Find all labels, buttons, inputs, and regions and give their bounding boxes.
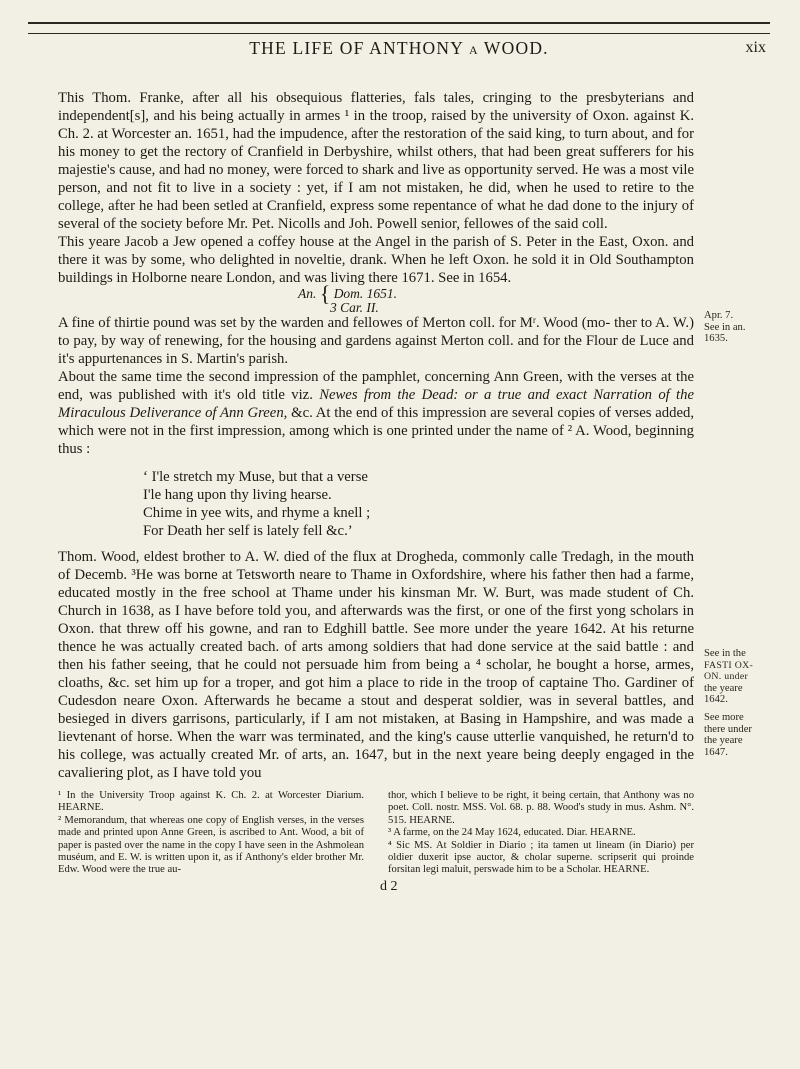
paragraph-coffey-house: This yeare Jacob a Jew opened a coffey house at the Angel in the parish of S. Peter in the East, Oxon. and there it was by some, who delighted in noveltie, drank. When he left Oxon. he sold it in Old Southampton buildings in Holborne neare London, and was living there 1671. See in 1654. <box>58 233 695 286</box>
paragraph-fine: A fine of thirtie pound was set by the warden and fellowes of Merton coll. for Mʳ. Wood (mo- ther to A. W.) to pay, by way of renewing, for the housing and gardens against Merton coll. and for the Flour de Luce and it's appurtenances in S. Martin's parish. <box>58 315 694 368</box>
pamphlet-title: Newes from the Dead: or a true and exact Narration of the Miraculous Deliverance of Ann Green, <box>58 387 695 422</box>
running-title: THE LIFE OF ANTHONY A WOOD. <box>249 38 549 58</box>
header-rule-top <box>28 22 770 24</box>
footnotes-right-column <box>388 790 694 877</box>
paragraph-ann-green: About the same time the second impression of the pamphlet, concerning Ann Green, with the verses at the end, was published with it's old title viz. Newes from the Dead: or a true and exact Narration of the Miraculous Deliverance of Ann Green, &c. At the end of this impression are several copies of verses added, which were not in the first impression, among which is one printed under the name of ² A. Wood, beginning thus : <box>58 369 695 458</box>
footnote-2: ² Memorandum, that whereas one copy of English verses, in the verses made and printed upon Anne Green, is ascribed to Ant. Wood, a bit of paper is pasted over the name in the copy I have seen in the Ashmolean muséum, and E. W. is written upon it, as if Anthony's elder brother Mr. Edw. Wood were the true au- <box>58 814 364 876</box>
page-number: xix <box>745 39 766 56</box>
footnote-3: ³ A farme, on the 24 May 1624, educated. Diar. HEARNE. <box>388 827 636 839</box>
verse-quotation: ‘ I'le stretch my Muse, but that a verse I'le hang upon thy living hearse. Chime in yee wits, and rhyme a knell ; For Death her self is lately fell &c.’ <box>143 469 371 540</box>
footnote-4: ⁴ Sic MS. At Soldier in Diario ; ita tamen ut lineam (in Diario) per oldier duxerit ipse auctor, & cholar superne. scripserit qui proinde forsitan legi maluit, perswade him to be a Scholar. HEARNE. <box>388 839 694 876</box>
year-date-mark: An. { Dom. 1651. 3 Car. II. <box>298 281 398 316</box>
running-head <box>30 38 768 60</box>
margin-note-see-more: See more there under the yeare 1647. <box>704 712 752 758</box>
margin-note-fasti: See in the FASTI OX- ON. under the yeare 1642. <box>704 648 754 706</box>
footnote-2-cont: thor, which I believe to be right, it being certain, that Anthony was no poet. Coll. nostr. MSS. Vol. 68. p. 88. Wood's study in mus. Ashm. N°. 515. HEARNE. <box>388 790 694 826</box>
footnotes-left-column <box>58 790 364 877</box>
paragraph-thomas-wood: Thom. Wood, eldest brother to A. W. died of the flux at Drogheda, commonly calle Tredagh, in the mouth of Decemb. ³He was borne at Tetsworth neare to Thame in Oxfordshire, where his father then had a farme, educated mostly in the free school at Thame under his kinsman Mr. W. Burt, was made student of Ch. Church in 1638, as I have before told you, and afterwards was the first, or one of the first yong scholars in Oxon. that threw off his gowne, and ran to Edghill battle. See more under the yeare 1642. At his returne thence he was actually created bach. of arts among soldiers that had done service at the said battle : and then his father seeing, that he could not persuade him from being a ⁴ scholar, he bought a horse, armes, cloaths, &c. set him up for a troper, and got him a place to ride in the troop of captaine Tho. Gardiner of Cudesdon neare Oxon. Afterwards he became a stout and desperat soldier, was in several battles, and besieged in divers garrisons, particularly, if I am not mistaken, at Basing in Hampshire, and was made a lievtenant of horse. When the warr was terminated, and the king's cause utterlie vanquished, he return'd to his college, was actually created Mr. of arts, an. 1647, but in the next yeare being deeply engaged in the cavaliering plot, as I have told you <box>58 549 694 781</box>
margin-note-apr: Apr. 7. See in an. 1635. <box>704 310 746 345</box>
paragraph-franke: This Thom. Franke, after all his obsequious flatteries, fals tales, cringing to the presbyterians and independent[s], and his being actually in armes ¹ in the troop, raised by the university of Oxon. against K. Ch. 2. at Worcester an. 1651, had the impudence, after the restoration of the said king, to turn about, and for his money to get the rectory of Cranfield in Derbyshire, whilst others, that had been great sufferers for his majestie's cause, and had no money, were forced to shark and live as opportunity served. He was a most vile person, and not fit to live in a society : yet, if I am not mistaken, he did, when he used to retire to the college, after he had been setled at Cranfield, express some repentance of what he dad done to the injury of several of the society before Mr. Pet. Nicolls and Joh. Powell senior, fellowes of the said coll. <box>58 90 695 232</box>
main-text <box>58 90 694 783</box>
header-rule-bottom <box>28 33 770 34</box>
signature-mark: d 2 <box>380 879 398 894</box>
footnote-1: ¹ In the University Troop against K. Ch. 2. at Worcester Diarium. HEARNE. <box>58 790 364 814</box>
